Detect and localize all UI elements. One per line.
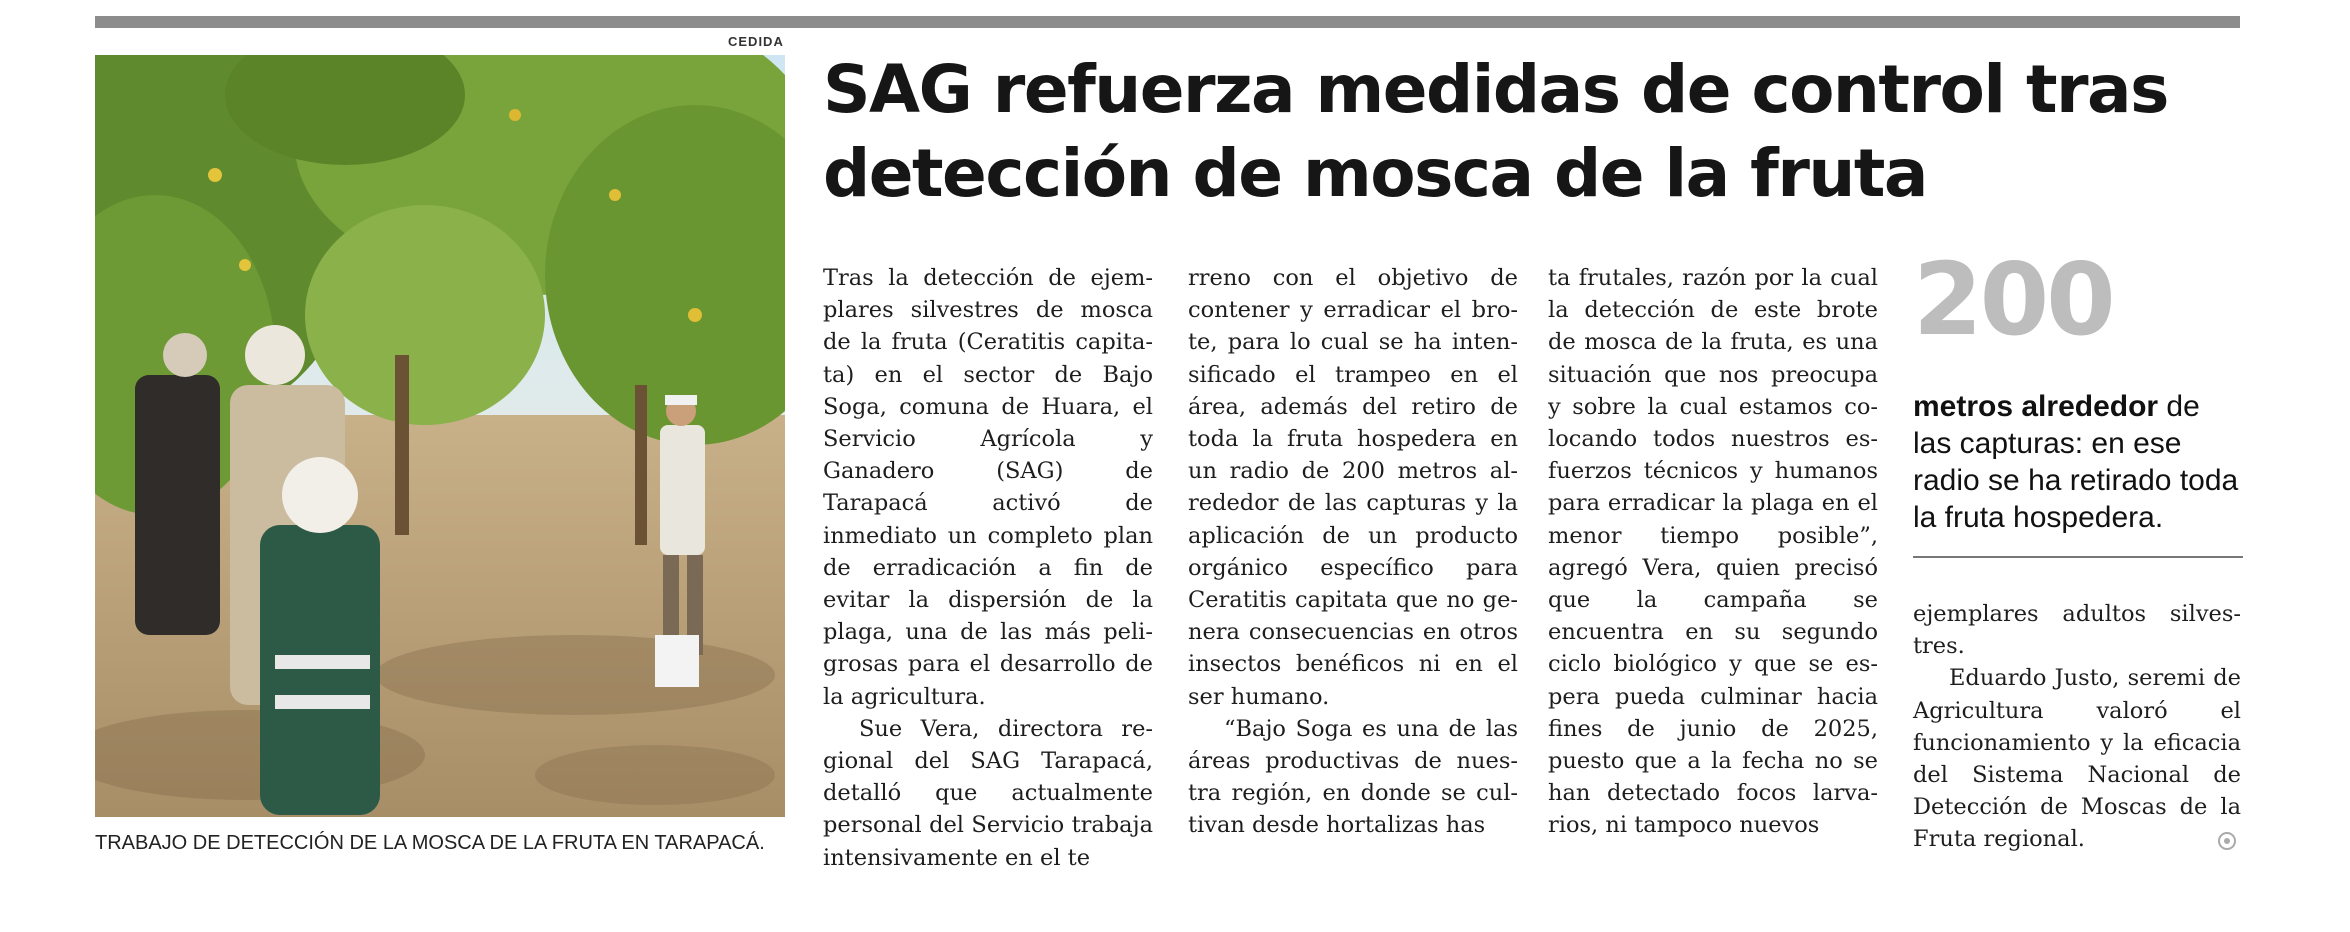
highlight-rest: de las capturas: en ese radio se ha retirado toda la fruta hospedera.	[1913, 390, 2239, 534]
highlight-number: 200	[1913, 241, 2113, 358]
paragraph-quote: “Bajo Soga es una de las áreas productivas de nuestra región, en donde se cultivan desde hortalizas has	[1188, 715, 1518, 839]
paragraph-eduardo-justo: Eduardo Justo, seremi de Agricultura valoró el funcionamiento y la eficacia del Sistema Nacional de Detección de Moscas de la Fruta regional.	[1913, 665, 2241, 853]
text-column-3	[1548, 262, 1878, 842]
paragraph-final-continued: ejemplares adultos silvestres.	[1913, 601, 2241, 660]
highlight-text	[1913, 388, 2243, 536]
end-of-article-icon	[2218, 832, 2236, 850]
paragraph-sue-vera: Sue Vera, directora regional del SAG Tarapacá, detalló que actualmente personal del Servicio trabaja intensivamente en el te	[823, 715, 1153, 871]
text-column-4	[1913, 598, 2241, 856]
article-photo	[95, 55, 785, 817]
paragraph-quote-continued: ta frutales, razón por la cual la detección de este brote de mosca de la fruta, es una situación que nos preocupa y sobre la cual estamos colocando todos nuestros esfuerzos técnicos y humanos para erradicar la plaga en el menor tiempo posible”, agregó Vera, quien precisó que la campaña se encuentra en su segundo ciclo biológico y que se espera pueda culminar hacia fines de junio de 2025, puesto que a la fecha no se han detectado focos larvarios, ni tampoco nuevos	[1548, 265, 1878, 839]
photo-credit: CEDIDA	[728, 34, 784, 49]
paragraph-intro: Tras la detección de ejemplares silvestres de mosca de la fruta (Ceratitis capitata) en el sector de Bajo Soga, comuna de Huara, el Servicio Agrícola y Ganadero (SAG) de Tarapacá activó de inmediato un completo plan de erradicación a fin de evitar la dispersión de la plaga, una de las más peligrosas para el desarrollo de la agricultura.	[823, 265, 1153, 710]
paragraph-continued: rreno con el objetivo de contener y erradicar el brote, para lo cual se ha intensificado el trampeo en el área, además del retiro de toda la fruta hospedera en un radio de 200 metros alrededor de las capturas y la aplicación de un producto orgánico específico para Ceratitis capitata que no genera consecuencias en otros insectos benéficos ni en el ser humano.	[1188, 265, 1518, 710]
sidebar-divider	[1913, 556, 2243, 558]
top-rule	[95, 16, 2240, 28]
article-headline: SAG refuerza medidas de control tras detección de mosca de la fruta	[823, 51, 2168, 212]
photo-caption: TRABAJO DE DETECCIÓN DE LA MOSCA DE LA FRUTA EN TARAPACÁ.	[95, 832, 765, 854]
text-column-1	[823, 262, 1153, 874]
highlight-bold: metros alrededor	[1913, 390, 2159, 423]
text-column-2	[1188, 262, 1518, 842]
